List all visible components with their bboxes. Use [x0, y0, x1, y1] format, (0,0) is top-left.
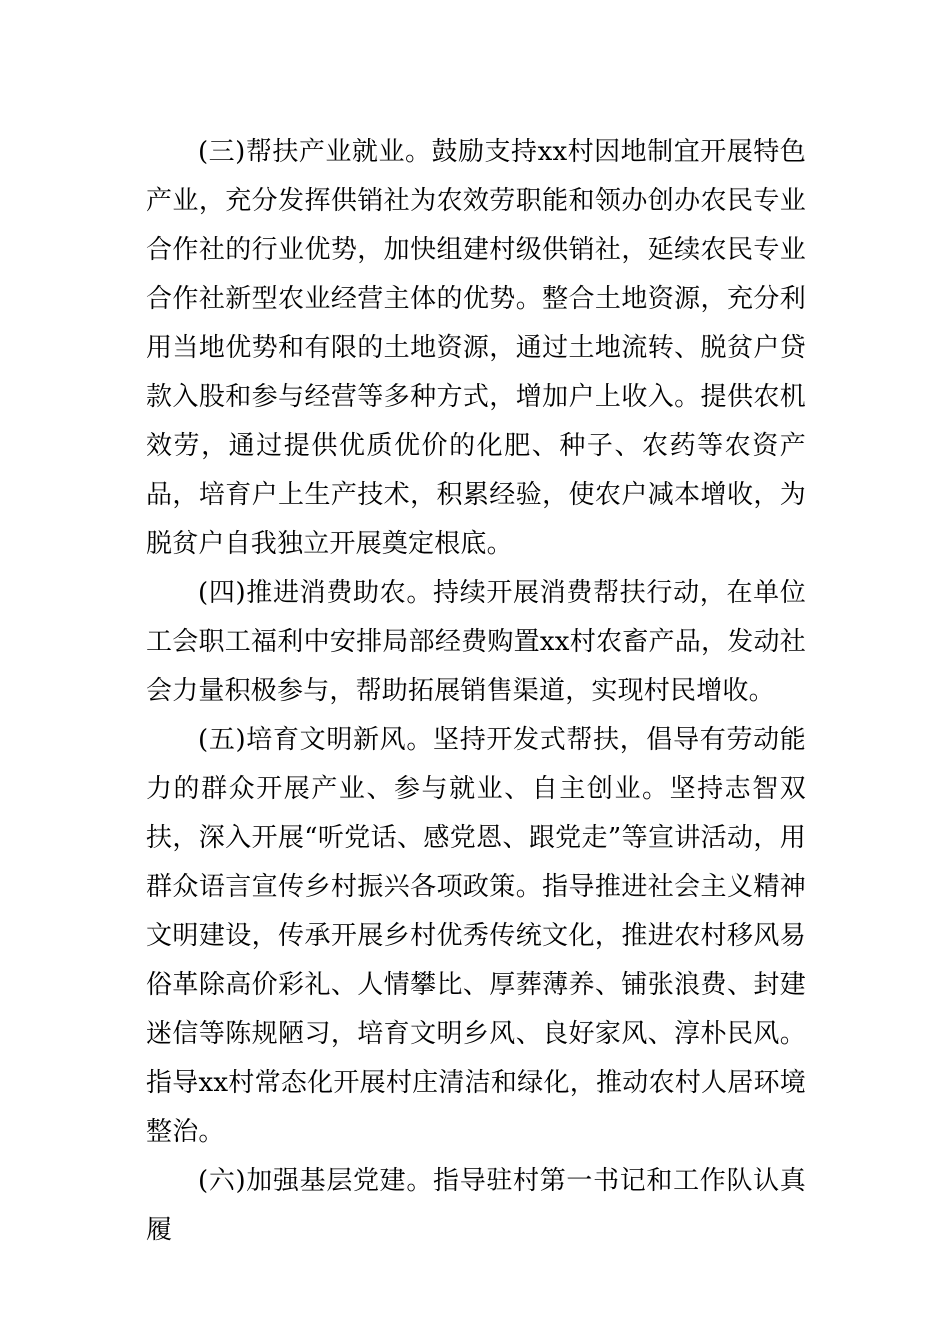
document-body	[146, 128, 806, 1255]
paragraph-consumption-support: (四)推进消费助农。持续开展消费帮扶行动，在单位工会职工福利中安排局部经费购置xx村农畜产品，发动社会力量积极参与，帮助拓展销售渠道，实现村民增收。	[146, 578, 806, 706]
paragraph-industry-employment: (三)帮扶产业就业。鼓励支持xx村因地制宜开展特色产业，充分发挥供销社为农效劳职能和领办创办农民专业合作社的行业优势，加快组建村级供销社，延续农民专业合作社新型农业经营主体的优势。整合土地资源，充分利用当地优势和有限的土地资源，通过土地流转、脱贫户贷款入股和参与经营等多种方式，增加户上收入。提供农机效劳，通过提供优质优价的化肥、种子、农药等农资产品，培育户上生产技术，积累经验，使农户减本增收，为脱贫户自我独立开展奠定根底。	[146, 137, 806, 559]
paragraph-party-building: (六)加强基层党建。指导驻村第一书记和工作队认真履	[146, 1166, 806, 1245]
paragraph-civilization: (五)培育文明新风。坚持开发式帮扶，倡导有劳动能力的群众开展产业、参与就业、自主创业。坚持志智双扶，深入开展“听党话、感党恩、跟党走”等宣讲活动，用群众语言宣传乡村振兴各项政策。指导推进社会主义精神文明建设，传承开展乡村优秀传统文化，推进农村移风易俗革除高价彩礼、人情攀比、厚葬薄养、铺张浪费、封建迷信等陈规陋习，培育文明乡风、良好家风、淳朴民风。指导xx村常态化开展村庄清洁和绿化，推动农村人居环境整治。	[146, 725, 806, 1147]
